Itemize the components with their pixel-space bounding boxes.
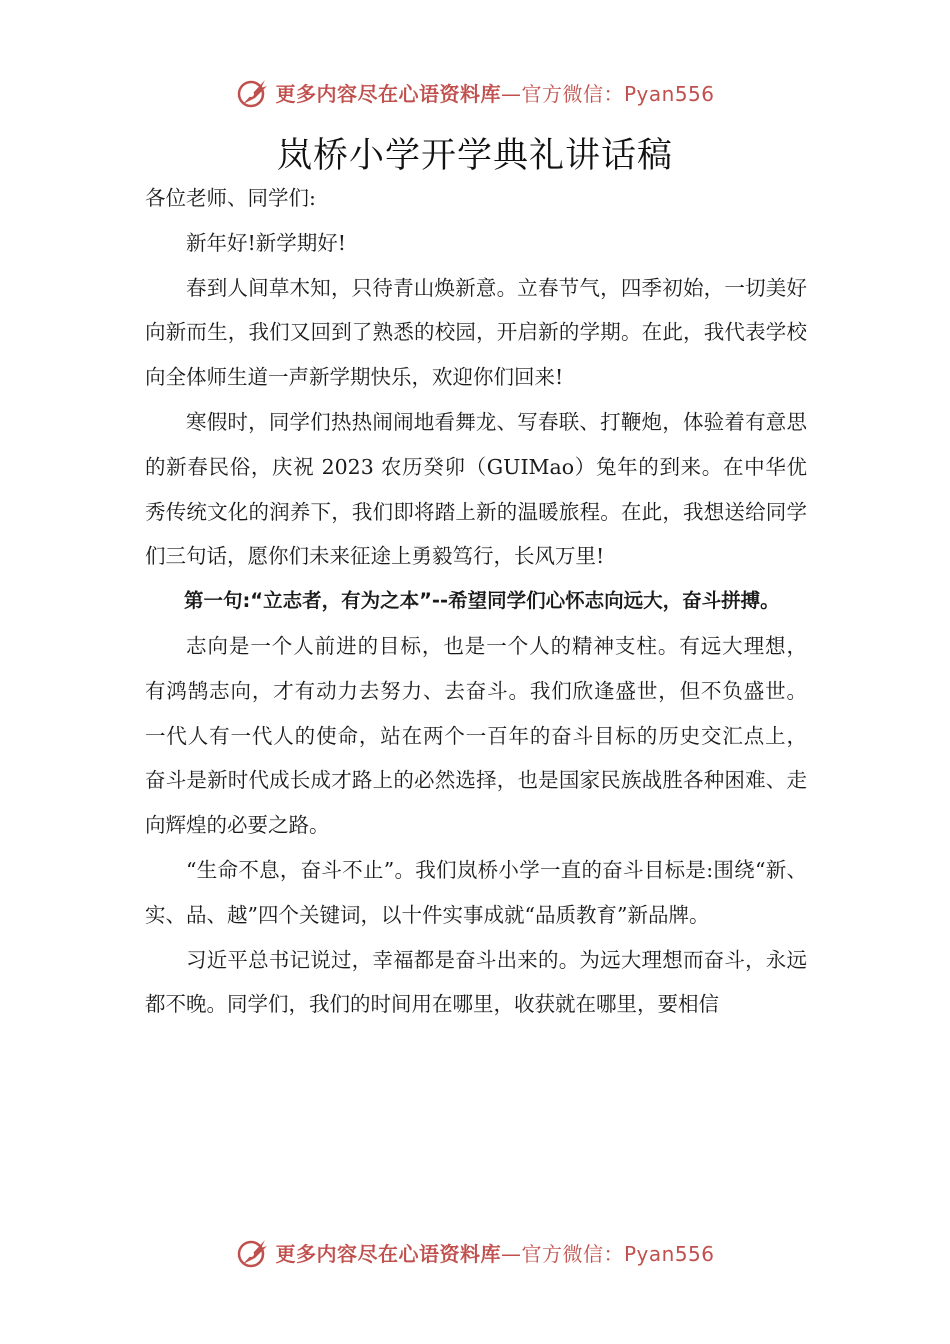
footer-watermark-banner [0, 1232, 950, 1272]
paragraph: 新年好!新学期好! [186, 230, 346, 255]
document-title: 岚桥小学开学典礼讲话稿 [276, 136, 673, 176]
paragraph: 志向是一个人前进的目标，也是一个人的精神支柱。有远大理想， 有鸿鹄志向，才有动力去努力、去奋斗。我们欣逢盛世，但不负盛世。 一代人有一代人的使命，站在两个一百年的奋斗目标的历史交汇点上， 奋斗是新时代成长成才路上的必然选择，也是国家民族战胜各种困难、走向辉煌的必要之路。 [145, 633, 807, 838]
paragraph: 寒假时，同学们热热闹闹地看舞龙、写春联、打鞭炮，体验着有意思的新春民俗，庆祝 2023 农历癸卯（GUIMao）兔年的到来。在中华优秀传统文化的润养下，我们即将踏上新的温暖旅程。在此，我想送给同学们三句话，愿你们未来征途上勇毅笃行，长风万里! [145, 409, 807, 569]
feather-logo-icon [235, 74, 271, 110]
paragraph: “生命不息，奋斗不止”。我们岚桥小学一直的奋斗目标是:围绕“新、实、品、越”四个关键词，以十件实事成就“品质教育”新品牌。 [145, 857, 807, 927]
feather-logo-icon [235, 1234, 271, 1270]
banner-text: 更多内容尽在心语资料库—官方微信：Pyan556 [275, 81, 715, 106]
paragraph: 春到人间草木知，只待青山焕新意。立春节气，四季初始，一切美好向新而生，我们又回到了熟悉的校园，开启新的学期。在此，我代表学校向全体师生道一声新学期快乐，欢迎你们回来! [145, 275, 807, 390]
document-body [145, 176, 807, 1027]
section-heading: 第一句:“立志者，有为之本”--希望同学们心怀志向远大，奋斗拼搏。 [184, 589, 780, 613]
salutation: 各位老师、同学们: [145, 186, 316, 210]
paragraph: 习近平总书记说过，幸福都是奋斗出来的。为远大理想而奋斗，永远都不晚。同学们，我们的时间用在哪里，收获就在哪里，要相信 [145, 947, 807, 1017]
banner-text: 更多内容尽在心语资料库—官方微信：Pyan556 [275, 1241, 715, 1266]
header-watermark-banner [0, 72, 950, 112]
